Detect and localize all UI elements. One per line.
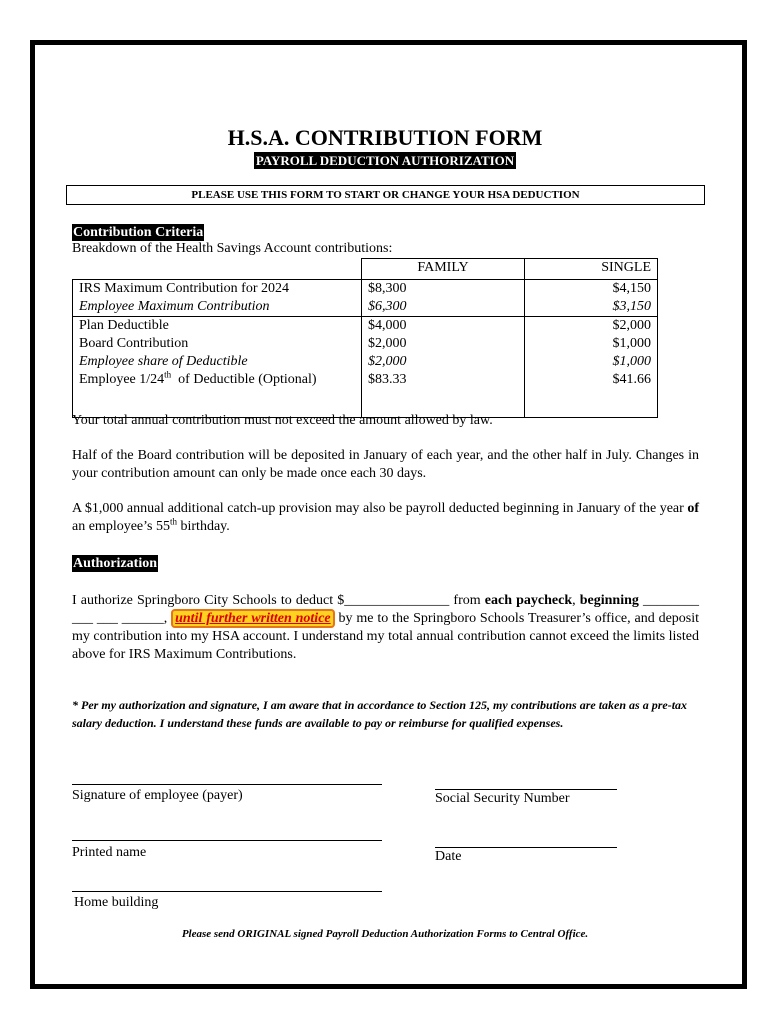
table-row: [73, 317, 658, 336]
row-label: IRS Maximum Contribution for 2024: [73, 280, 362, 299]
catch-up-text-bold: of: [687, 501, 699, 516]
row-label: Board Contribution: [73, 335, 362, 353]
catch-up-text-c: birthday.: [177, 519, 230, 534]
row-label-pre: Employee 1/24: [79, 372, 165, 387]
table-row: [73, 353, 658, 371]
ssn-label: Social Security Number: [435, 791, 570, 806]
row-family: $2,000: [362, 353, 525, 371]
auth-beginning: beginning: [579, 593, 639, 608]
until-further-notice-highlight: until further written notice: [171, 609, 335, 628]
catch-up-paragraph: [72, 500, 699, 536]
row-family: $6,300: [362, 298, 525, 317]
header-single: SINGLE: [525, 259, 658, 280]
row-family: $2,000: [362, 335, 525, 353]
row-single: $1,000: [525, 335, 658, 353]
table-header-row: [73, 259, 658, 280]
row-label: Employee share of Deductible: [73, 353, 362, 371]
row-label-sup: th: [164, 369, 172, 380]
employee-signature-label: Signature of employee (payer): [72, 788, 243, 803]
header-family: FAMILY: [362, 259, 525, 280]
authorization-paragraph: [72, 592, 699, 664]
table-row: [73, 298, 658, 317]
date-label: Date: [435, 849, 462, 864]
spacer: [525, 389, 658, 418]
criteria-intro: Breakdown of the Health Savings Account contributions:: [72, 241, 393, 256]
limit-note: Your total annual contribution must not exceed the amount allowed by law.: [72, 413, 493, 428]
row-label: [73, 371, 362, 389]
table-row: [73, 280, 658, 299]
contribution-table: [72, 258, 658, 418]
section-125-disclaimer: * Per my authorization and signature, I am aware that in accordance to Section 125, my contributions are taken as a pre-tax salary deduction. I understand these funds are available to pay or reimburse for qualified expenses.: [72, 698, 688, 730]
footer-instruction: Please send ORIGINAL signed Payroll Deduction Authorization Forms to Central Office.: [181, 928, 589, 940]
printed-name-line[interactable]: [72, 840, 382, 841]
auth-text-rest: by me to the Springboro Schools Treasurer’s office, and deposit my contribution into my HSA account. I understand my total annual contribution cannot exceed the limits listed above for IRS Maximum Contributions.: [72, 611, 700, 662]
row-single: $2,000: [525, 317, 658, 336]
board-contribution-paragraph: Half of the Board contribution will be deposited in January of each year, and the other half in July. Changes in your contribution amount can only be made once each 30 days.: [72, 448, 699, 481]
catch-up-sup: th: [169, 516, 177, 527]
criteria-heading: Contribution Criteria: [73, 225, 204, 240]
catch-up-text-a: A $1,000 annual additional catch-up provision may also be payroll deducted beginning in January of the year: [72, 501, 688, 516]
page-subtitle: PAYROLL DEDUCTION AUTHORIZATION: [255, 153, 515, 168]
date-line[interactable]: [435, 847, 617, 848]
home-building-label: Home building: [74, 895, 159, 910]
home-building-line[interactable]: [72, 891, 382, 892]
row-label: Employee Maximum Contribution: [73, 298, 362, 317]
row-family: $8,300: [362, 280, 525, 299]
auth-text-a: I authorize Springboro City Schools to deduct $_______________ from: [72, 593, 485, 608]
row-single: $3,150: [525, 298, 658, 317]
row-single: $4,150: [525, 280, 658, 299]
printed-name-label: Printed name: [72, 845, 147, 860]
notice-banner: PLEASE USE THIS FORM TO START OR CHANGE YOUR HSA DEDUCTION: [66, 185, 705, 205]
row-label: Plan Deductible: [73, 317, 362, 336]
row-single: $1,000: [525, 353, 658, 371]
header-blank: [73, 259, 362, 280]
table-row: [73, 371, 658, 389]
criteria-heading-wrap: [72, 223, 204, 241]
auth-comma: ,: [572, 593, 576, 608]
employee-signature-line[interactable]: [72, 784, 382, 785]
row-family: $4,000: [362, 317, 525, 336]
table-row: [73, 335, 658, 353]
auth-each-paycheck: each paycheck: [484, 593, 573, 608]
page-title: H.S.A. CONTRIBUTION FORM: [227, 125, 543, 150]
authorization-heading: Authorization: [73, 556, 157, 571]
catch-up-text-b: an employee’s 55: [72, 519, 170, 534]
authorization-heading-wrap: [72, 554, 158, 572]
row-single: $41.66: [525, 371, 658, 389]
subtitle-wrap: [0, 152, 770, 170]
row-label-post: of Deductible (Optional): [171, 372, 317, 387]
row-family: $83.33: [362, 371, 525, 389]
auth-date-blanks[interactable]: ________ ___ ___ ______,: [72, 593, 700, 626]
